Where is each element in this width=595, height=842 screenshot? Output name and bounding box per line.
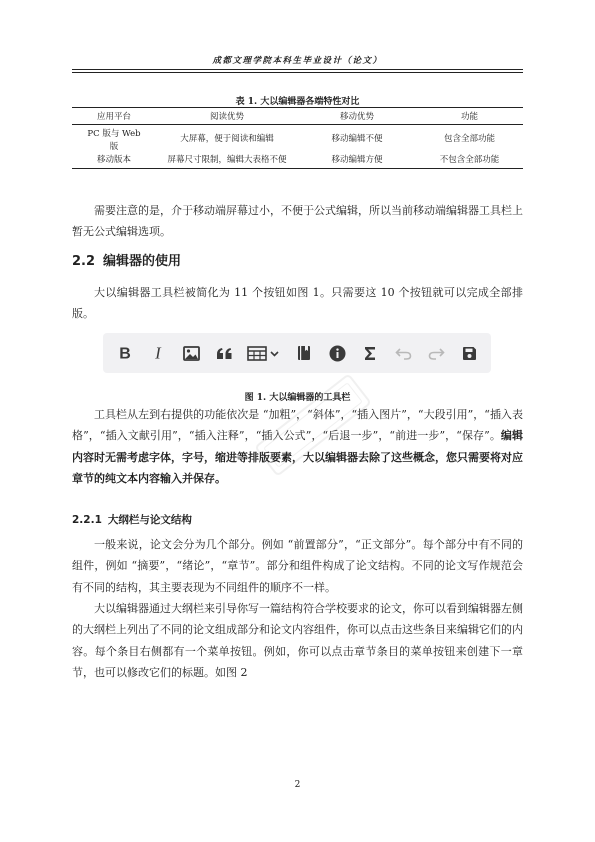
platform-line-1: PC 版与 Web: [87, 129, 141, 139]
quote-icon[interactable]: [212, 341, 236, 365]
sigma-icon[interactable]: [358, 341, 382, 365]
header-rule: [72, 69, 523, 70]
table-cell-mobile: 移动编辑不便: [331, 134, 383, 144]
svg-text:B: B: [119, 345, 131, 361]
table-caption: 表 1. 大以编辑器各端特性对比: [235, 97, 360, 107]
comparison-table: [72, 107, 523, 169]
subsection-title: 大纲栏与论文结构: [107, 514, 192, 526]
table-cell-platform: [72, 125, 156, 155]
editor-toolbar: [103, 333, 491, 373]
save-icon[interactable]: [457, 341, 481, 365]
table-cell-features: 不包含全部功能: [416, 154, 523, 169]
section-number: 2.2: [72, 254, 96, 269]
paragraph-buttons: [72, 404, 523, 490]
paragraph-toolbar-intro: 大以编辑器工具栏被简化为 11 个按钮如图 1。只需要这 10 个按钮就可以完成全部排版。: [72, 286, 523, 321]
table-row: [72, 125, 523, 155]
subsection-heading: [72, 512, 192, 527]
column-header-reading: 阅读优势: [156, 108, 298, 125]
platform-line-2: 版: [109, 142, 119, 152]
section-heading: [72, 250, 181, 269]
table-header-row: [72, 108, 523, 125]
paragraph-buttons-bold-text: 编辑内容时无需考虑字体，字号，缩进等排版要素，大以编辑器去除了这些概念，您只需要将对应章节的纯文本内容输入并保存。: [72, 429, 524, 486]
table-cell-reading: 大屏幕，便于阅读和编辑: [180, 134, 274, 144]
image-icon[interactable]: [179, 341, 203, 365]
table-cell-platform: 移动版本: [72, 154, 156, 169]
table-cell-features: 包含全部功能: [443, 134, 495, 144]
redo-icon[interactable]: [424, 341, 448, 365]
paragraph-outline-1: 一般来说，论文会分为几个部分。例如 “前置部分”，“正文部分”。每个部分中有不同的组件，例如 “摘要”，“绪论”，“章节”。部分和组件构成了论文结构。不同的论文写作规范会有不同的结构，其主要表现为不同组件的顺序不一样。: [72, 538, 523, 594]
info-icon[interactable]: [325, 341, 349, 365]
paragraph-buttons-text: 工具栏从左到右提供的功能依次是 “加粗”，“斜体”，“插入图片”，“大段引用”，“插入表格”，“插入文献引用”，“插入注释”，“插入公式”，“后退一步”，“前进一步”，“保存”。: [72, 408, 523, 443]
section-title: 编辑器的使用: [103, 254, 182, 269]
svg-text:I: I: [155, 345, 161, 361]
column-header-mobile: 移动优势: [298, 108, 416, 125]
header-rule-thin: [72, 72, 523, 73]
table-row: [72, 154, 523, 169]
bold-icon[interactable]: [113, 341, 137, 365]
table-icon[interactable]: [245, 341, 283, 365]
reference-book-icon[interactable]: [292, 341, 316, 365]
column-header-platform: 应用平台: [72, 108, 156, 125]
paragraph-outline-2: 大以编辑器通过大纲栏来引导你写一篇结构符合学校要求的论文，你可以看到编辑器左侧的大纲栏上列出了不同的论文组成部分和论文内容组件，你可以点击这些条目来编辑它们的内容。每个条目右侧都有一个菜单按钮。例如，你可以点击章节条目的菜单按钮来创建下一章节，也可以修改它们的标题。如图 2: [72, 602, 523, 680]
undo-icon[interactable]: [391, 341, 415, 365]
subsection-number: 2.2.1: [72, 514, 102, 526]
italic-icon[interactable]: [146, 341, 170, 365]
table-cell-mobile: 移动编辑方便: [298, 154, 416, 169]
column-header-features: 功能: [416, 108, 523, 125]
figure-caption: 图 1. 大以编辑器的工具栏: [244, 393, 351, 403]
paragraph-note: 需要注意的是，介于移动端屏幕过小，不便于公式编辑，所以当前移动端编辑器工具栏上暂无公式编辑选项。: [72, 204, 523, 239]
page-number: 2: [294, 780, 301, 790]
table-cell-reading: 屏幕尺寸限制，编辑大表格不便: [156, 154, 298, 169]
running-header: 成都文理学院本科生毕业设计（论文）: [212, 56, 383, 66]
